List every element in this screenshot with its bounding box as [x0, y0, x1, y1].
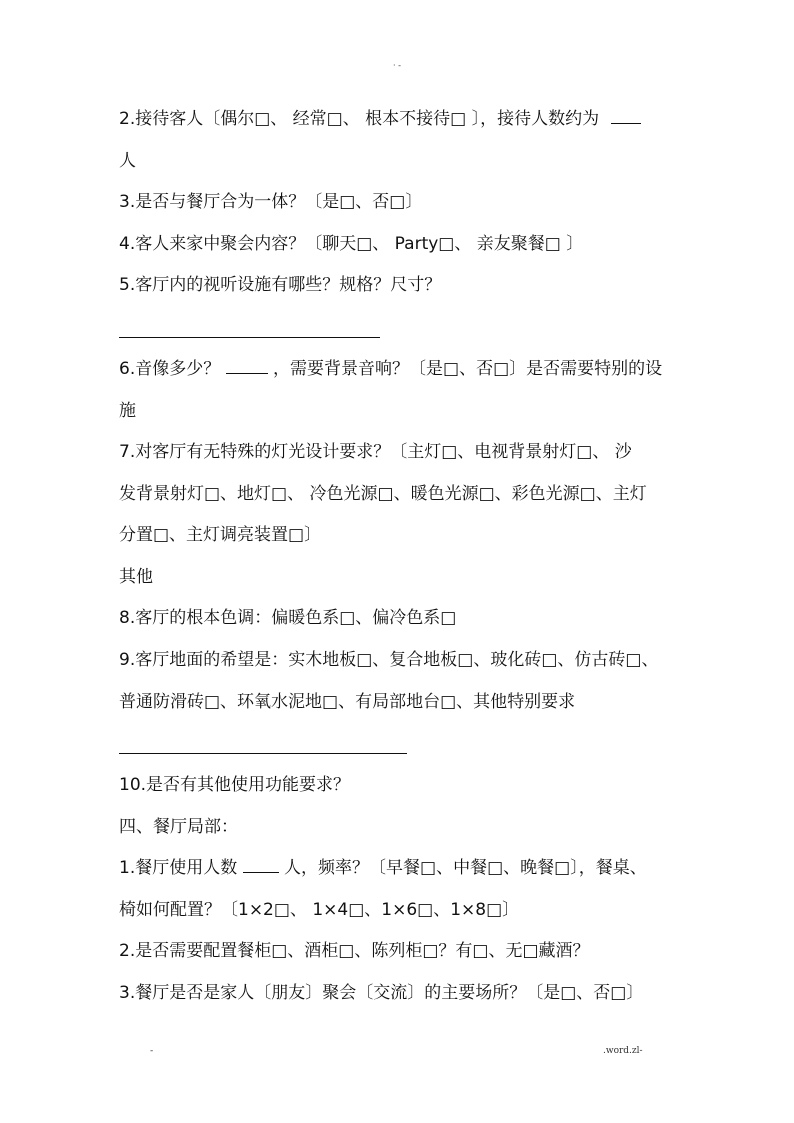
fill-blank — [611, 107, 641, 124]
question-line: 分置□、主灯调亮装置□〕 — [119, 525, 322, 545]
question-line: 施 — [119, 401, 136, 421]
question-line: 椅如何配置？〔1×2□、 1×4□、1×6□、1×8□〕 — [119, 900, 520, 920]
question-line: 4.客人来家中聚会内容？〔聊天□、 Party□、 亲友聚餐□ 〕 — [119, 234, 584, 254]
question-line: 发背景射灯□、地灯□、 冷色光源□、暖色光源□、彩色光源□、主灯 — [119, 484, 647, 504]
question-line: 10.是否有其他使用功能要求？ — [119, 775, 351, 795]
question-line: 8.客厅的根本色调：偏暖色系□、偏冷色系□ — [119, 608, 457, 628]
question-text: 6.音像多少？ — [119, 359, 221, 379]
question-line: 人 — [119, 151, 136, 171]
question-line: 7.对客厅有无特殊的灯光设计要求？〔主灯□、电视背景射灯□、 沙 — [119, 442, 632, 462]
page-header-mark: · - — [393, 61, 401, 70]
question-line — [119, 856, 647, 880]
fill-blank — [226, 357, 268, 374]
footer-right-mark: .word.zl- — [603, 1046, 643, 1056]
fill-blank — [243, 856, 279, 873]
question-line: 2.是否需要配置餐柜□、酒柜□、陈列柜□？有□、无□藏酒？ — [119, 941, 590, 961]
footer-left-mark: - — [150, 1046, 154, 1056]
answer-rule — [119, 337, 380, 338]
section-heading: 四、餐厅局部： — [119, 817, 238, 837]
question-line: 其他 — [119, 567, 153, 587]
question-text: 1.餐厅使用人数 — [119, 858, 238, 878]
question-text: ，需要背景音响？〔是□、否□〕是否需要特别的设 — [273, 359, 663, 379]
question-line: 3.是否与餐厅合为一体？〔是□、否□〕 — [119, 192, 423, 212]
question-line — [119, 357, 662, 381]
question-line: 3.餐厅是否是家人〔朋友〕聚会〔交流〕的主要场所？〔是□、否□〕 — [119, 983, 644, 1003]
question-line: 普通防滑砖□、环氧水泥地□、有局部地台□、其他特别要求 — [119, 692, 576, 712]
question-text: 人，频率？〔早餐□、中餐□、晚餐□〕，餐桌、 — [284, 858, 647, 878]
question-text: 2.接待客人〔偶尔□、 经常□、 根本不接待□ 〕，接待人数约为 — [119, 109, 600, 129]
question-line — [119, 107, 641, 131]
question-line: 9.客厅地面的希望是：实木地板□、复合地板□、玻化砖□、仿古砖□、 — [119, 650, 659, 670]
answer-rule — [119, 753, 407, 754]
question-line: 5.客厅内的视听设施有哪些？规格？尺寸？ — [119, 275, 442, 295]
